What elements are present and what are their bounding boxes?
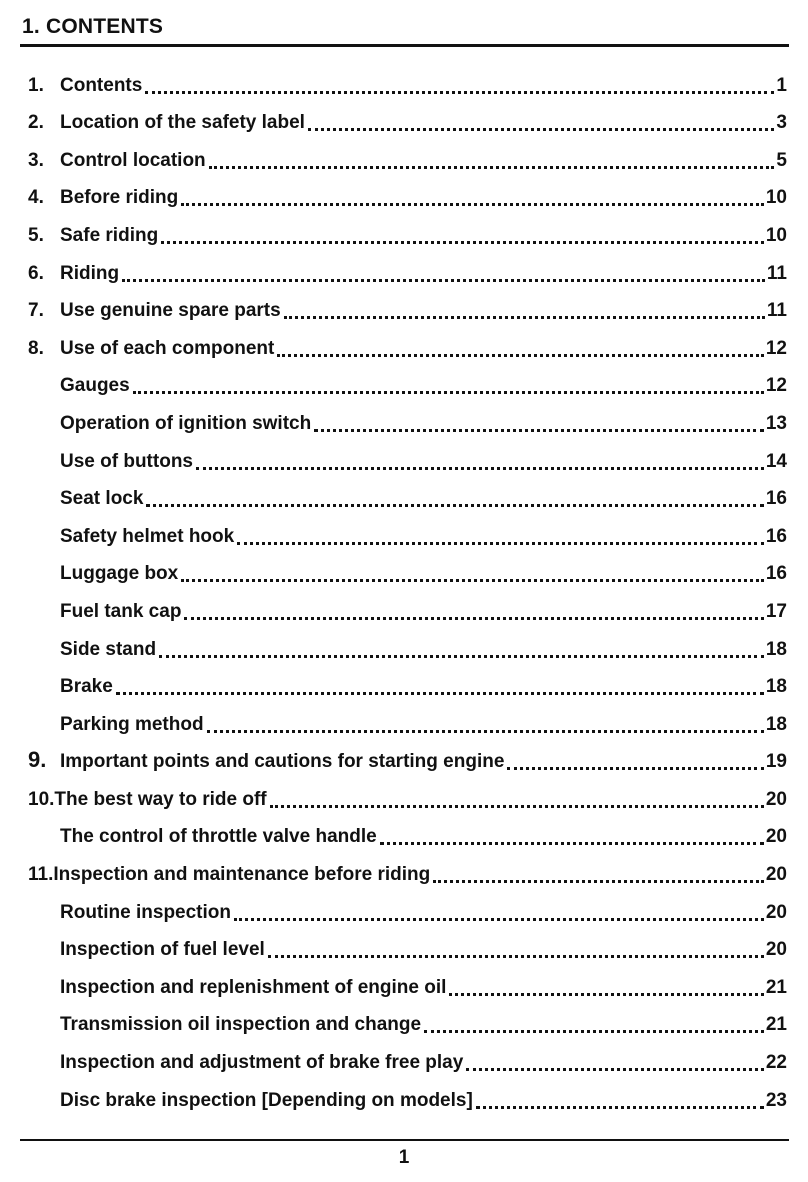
toc-entry: [28, 435, 787, 473]
toc-entry-number: 11.: [28, 864, 54, 886]
toc-entry-label: Operation of ignition switch: [60, 412, 312, 434]
toc-entry: [28, 360, 787, 398]
toc-entry-label: Side stand: [60, 638, 157, 660]
toc-entry-label: Luggage box: [60, 563, 179, 585]
dot-leader: [181, 562, 764, 582]
toc-entry-page: 20: [765, 939, 787, 961]
toc-entry-label: Inspection of fuel level: [60, 939, 265, 961]
toc-entry-label: Seat lock: [60, 488, 144, 510]
dot-leader: [209, 149, 775, 169]
toc-entry-number: 9.: [28, 747, 47, 773]
toc-entry-page: 18: [765, 638, 787, 660]
dot-leader: [308, 111, 774, 131]
dot-leader: [133, 374, 764, 394]
toc-entry-label: Parking method: [60, 713, 204, 735]
toc-entry-page: 10: [765, 224, 787, 246]
toc-entry-page: 17: [765, 600, 787, 622]
toc-entry-page: 20: [765, 826, 787, 848]
toc-entry: [28, 172, 787, 210]
dot-leader: [433, 863, 764, 883]
toc-entry-label: Inspection and maintenance before riding: [53, 864, 431, 886]
toc-entry: [28, 134, 787, 172]
toc-entry: [28, 661, 787, 699]
dot-leader: [181, 186, 764, 206]
toc-entry: [28, 924, 787, 962]
toc-entry-label: Control location: [60, 149, 206, 171]
dot-leader: [146, 487, 763, 507]
toc-entry-page: 23: [765, 1089, 787, 1111]
toc-entry-label: Use genuine spare parts: [60, 300, 281, 322]
toc-entry-label: The control of throttle valve handle: [60, 826, 377, 848]
toc-entry: [28, 773, 787, 811]
toc-entry-page: 12: [765, 337, 787, 359]
toc-entry-page: 14: [765, 450, 787, 472]
footer-rule: [20, 1139, 789, 1141]
toc-entry: [28, 1074, 787, 1112]
dot-leader: [314, 412, 764, 432]
toc-entry-number: 3.: [28, 149, 44, 171]
toc-entry-page: 13: [765, 412, 787, 434]
toc-entry-number: 10.: [28, 788, 55, 810]
toc-entry-page: 18: [765, 713, 787, 735]
toc-entry: [28, 848, 787, 886]
header-rule: [20, 44, 789, 47]
table-of-contents: [28, 59, 787, 1112]
dot-leader: [466, 1051, 764, 1071]
toc-entry: [28, 585, 787, 623]
toc-entry-label: Contents: [60, 74, 143, 96]
dot-leader: [424, 1013, 764, 1033]
toc-entry: [28, 886, 787, 924]
dot-leader: [284, 299, 765, 319]
toc-entry-label: Riding: [60, 262, 120, 284]
toc-entry-label: Brake: [60, 676, 113, 698]
toc-entry: [28, 999, 787, 1037]
toc-entry-page: 18: [765, 676, 787, 698]
toc-entry: [28, 811, 787, 849]
toc-entry-label: Before riding: [60, 187, 179, 209]
toc-entry: [28, 97, 787, 135]
toc-entry-page: 20: [765, 901, 787, 923]
toc-entry-label: Routine inspection: [60, 901, 231, 923]
toc-entry-page: 16: [765, 525, 787, 547]
dot-leader: [122, 262, 765, 282]
toc-entry-number: 5.: [28, 224, 44, 246]
toc-entry-page: 10: [765, 187, 787, 209]
toc-entry-label: Gauges: [60, 375, 130, 397]
dot-leader: [116, 675, 764, 695]
toc-entry: [28, 623, 787, 661]
toc-entry-number: 1.: [28, 74, 44, 96]
page-number: 1: [398, 1147, 410, 1168]
dot-leader: [161, 224, 764, 244]
toc-entry: [28, 1036, 787, 1074]
toc-entry: [28, 698, 787, 736]
dot-leader: [449, 976, 763, 996]
dot-leader: [196, 450, 764, 470]
toc-entry-page: 1: [776, 74, 787, 96]
dot-leader: [237, 525, 764, 545]
toc-entry-label: Use of buttons: [60, 450, 193, 472]
toc-entry-page: 21: [765, 976, 787, 998]
toc-entry-label: Fuel tank cap: [60, 600, 182, 622]
toc-entry: [28, 510, 787, 548]
toc-entry: [28, 209, 787, 247]
toc-entry: [28, 285, 787, 323]
toc-entry: [28, 397, 787, 435]
toc-entry: [28, 961, 787, 999]
toc-entry: [28, 322, 787, 360]
toc-entry-label: Inspection and adjustment of brake free play: [60, 1052, 464, 1074]
toc-entry-label: Inspection and replenishment of engine oil: [60, 976, 447, 998]
toc-entry-label: Disc brake inspection [Depending on models]: [60, 1089, 473, 1111]
toc-entry-number: 4.: [28, 187, 44, 209]
toc-entry-label: Important points and cautions for starting engine: [60, 751, 505, 773]
dot-leader: [234, 901, 764, 921]
toc-entry-label: Safe riding: [60, 224, 159, 246]
dot-leader: [277, 337, 764, 357]
dot-leader: [270, 788, 764, 808]
toc-entry-page: 16: [765, 563, 787, 585]
toc-entry-page: 11: [766, 300, 787, 322]
toc-entry-page: 3: [776, 112, 787, 134]
toc-entry-number: 7.: [28, 300, 44, 322]
toc-entry-page: 12: [765, 375, 787, 397]
toc-entry-page: 5: [776, 149, 787, 171]
dot-leader: [159, 638, 764, 658]
toc-entry-label: The best way to ride off: [54, 788, 267, 810]
dot-leader: [268, 938, 764, 958]
toc-entry: [28, 473, 787, 511]
dot-leader: [184, 600, 763, 620]
dot-leader: [507, 750, 763, 770]
toc-entry-page: 11: [766, 262, 787, 284]
toc-entry: [28, 548, 787, 586]
dot-leader: [380, 825, 764, 845]
toc-entry-page: 20: [765, 864, 787, 886]
dot-leader: [476, 1089, 764, 1109]
toc-entry-number: 8.: [28, 337, 44, 359]
toc-entry: [28, 736, 787, 774]
toc-entry: [28, 59, 787, 97]
toc-entry-page: 16: [765, 488, 787, 510]
toc-entry-label: Use of each component: [60, 337, 275, 359]
toc-entry-label: Transmission oil inspection and change: [60, 1014, 422, 1036]
toc-entry-number: 2.: [28, 112, 44, 134]
page-title: 1. CONTENTS: [22, 15, 164, 38]
toc-entry-page: 21: [765, 1014, 787, 1036]
dot-leader: [145, 74, 774, 94]
toc-entry-page: 19: [765, 751, 787, 773]
toc-entry-page: 20: [765, 788, 787, 810]
dot-leader: [207, 713, 764, 733]
toc-entry-label: Location of the safety label: [60, 112, 305, 134]
toc-entry-label: Safety helmet hook: [60, 525, 235, 547]
toc-entry-page: 22: [765, 1052, 787, 1074]
toc-entry: [28, 247, 787, 285]
toc-entry-number: 6.: [28, 262, 44, 284]
